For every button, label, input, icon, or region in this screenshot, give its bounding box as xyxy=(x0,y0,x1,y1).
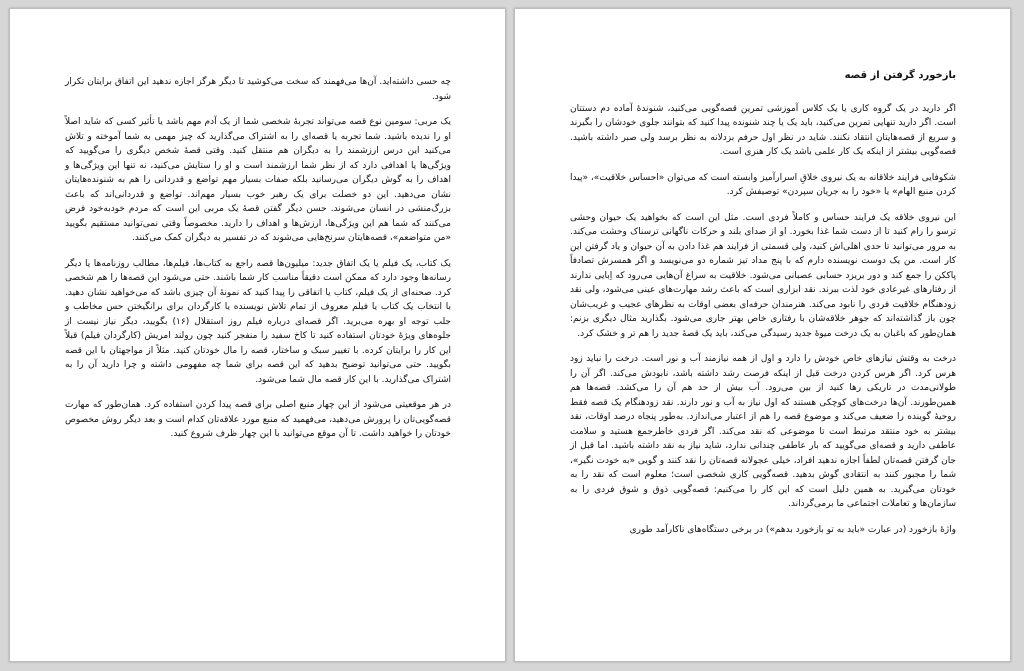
paragraph: در هر موقعیتی می‌شود از این چهار منبع اصلی برای قصه پیدا کردن استفاده کرد. همان‌طور که مهارت قصه‌گویی‌تان را پرورش می‌دهید، می‌فهمید که منبع مورد علاقه‌تان کدام است و بعد دیگر روش مخصوص خودتان را خواهید داشت. تا آن موقع می‌توانید با این چهار ظرف شروع کنید. xyxy=(65,400,451,439)
right-page-content xyxy=(570,69,956,548)
paragraph: اگر دارید در یک گروه کاری یا یک کلاس آموزشی تمرین قصه‌گویی می‌کنید، شنوندهٔ آماده دم دستتان است. اگر دارید تنهایی تمرین می‌کنید، باید یک یا چند شنونده پیدا کنید که بتوانند جلوی خودشان را بگیرند و سریع از قصه‌هایتان انتقاد نکنند. شاید در نظر اول حرفم بزدلانه به نظر برسد ولی صبر داشته باشید. قصه‌گویی بیشتر از اینکه یک کار علمی باشد یک کار هنری است. xyxy=(570,103,956,157)
paragraph: یک مربی: سومین نوع قصه می‌تواند تجربهٔ شخصی شما از یک آدم مهم باشد یا تأثیر کسی که شاید اصلاً او را ندیده باشید. شما تجربه یا قصه‌ای را به اشتراک می‌گذارید که چیز مهمی به شما آموخته و تلاش می‌کنید این درس ارزشمند را به دیگران هم منتقل کنید. وقتی قصهٔ شخص دیگری را می‌گویید که ویژگی‌ها یا اهدافی دارد که از نظر شما ارزشمند است و او را ستایش می‌کنید، نه تنها این ویژگی‌ها و اهداف را به گوش دیگران می‌رسانید بلکه صفات بسیار مهم تواضع و قدردانی را هم به شنونده‌هایتان نشان می‌دهید. این دو خصلت برای یک رهبر خوب بسیار مهم‌اند. تواضع و قدردانی‌اند که باعث بزرگ‌منشی در انسان می‌شوند. حسن دیگر گفتن قصهٔ یک مربی این است که مردم خودبه‌خود فرض می‌کنند که شما هم این ویژگی‌ها، ارزش‌ها و اهداف را دارید. مخصوصاً وقتی نمی‌توانید مستقیم بگویید «من متواضعم»، قصه‌هایتان سرنخ‌هایی می‌شوند که در تفسیر به دیگران کمک می‌کنند. xyxy=(65,117,451,243)
page-left xyxy=(9,8,506,662)
section-title: بازخورد گرفتن از قصه xyxy=(844,70,956,81)
paragraph: این نیروی خلاقه یک فرایند حساس و کاملاً فردی است. مثل این است که بخواهید یک حیوان وحشی ترسو را رام کنید تا از دست شما غذا بخورد. او از صدای بلند و حرکات ناگهانی ترسناک وحشت می‌کند. به مرور می‌توانید تا حدی اهلی‌اش کنید، ولی قسمتی از فرایند هم غذا دادن به آن حیوان و یاد گرفتن این کار است. من یک دوست نویسنده دارم که با پنج مداد تیز شماره دو می‌نویسد و اگر همسرش تصادفاً پاککن را جمع کند و دور بریزد حسابی عصبانی می‌شود. خلاقیت به سراغ آن‌هایی می‌رود که اِبایی ندارند از رفتارهای غیرعادی خود لذت ببرند. نقد ابزاری است که باعث رشد مهارت‌های عینی می‌شود، ولی نقد زودهنگام خلاقیت فردی را نابود می‌کند. هنرمندان حرفه‌ای بعضی اوقات به نظرهای عجیب و غریب‌شان چون باز گذاشته‌اند که جوهر خلاقه‌شان با رفتاری خاص بهتر جاری می‌شود. بگذارید مثال دیگری بزنم: همان‌طور که باغبان به یک درخت میوهٔ جدید رسیدگی می‌کند، باید یک قصهٔ جدید را هم تر و خشک کرد. xyxy=(570,212,956,339)
paragraph: شکوفایی فرایند خلاقانه به یک نیروی خلاقِ اسرارآمیز وابسته است که می‌توان «احساس خلاقیت»، «پیدا کردن منبع الهام» یا «خود را به جریان سپردن» توصیفش کرد. xyxy=(570,172,956,197)
page-right xyxy=(514,8,1011,662)
paragraph: یک کتاب، یک فیلم یا یک اتفاق جدید: میلیون‌ها قصه راجع به کتاب‌ها، فیلم‌ها، مطالب روزنامه‌ها یا دیگر رسانه‌ها وجود دارد که ممکن است دقیقاً مناسب کار شما باشند. حتی می‌شود این قصه‌ها را هم شخصی کرد. صحنه‌ای از یک فیلم، کتاب یا اتفاقی را پیدا کنید که نمونهٔ آن چیزی باشد که می‌خواهید نشان دهید. با انتخاب یک کتاب یا فیلم معروف از تمام تلاش نویسنده یا کارگردان برای برانگیختن حس مخاطب و جلب توجه او بهره می‌برید. اگر قصه‌ای درباره فیلم روز استقلال (۱۶) بگویید، دیگر نیاز نیست از جلوه‌های ویژهٔ خودتان استفاده کنید تا کاخ سفید را منفجر کنید چون رولند امریش (کارگردان فیلم) قبلاً این کار را برایتان کرده. با تغییر سبک و ساختار، قصه را مال خودتان کنید. مثلاً از مواجهتان با این قصه بگویید. حتی می‌توانید توضیح بدهید که این قصه برای شما چه مفهومی داشته و چرا دارید آن را به اشتراک می‌گذارید. با این کار قصه مال شما می‌شود. xyxy=(65,258,451,385)
paragraph: درخت به وقتش نیازهای خاص خودش را دارد و اول از همه نیازمند آب و نور است. درخت را نباید زود هرس کرد. اگر هرس کردن درخت قبل از اینکه فرصت رشد داشته باشد، نابودش می‌کند. اگر آن را طولانی‌مدت در تاریکی رها کنید از بین می‌رود. آب بیش از حد هم آن را می‌کشد. قصه‌ها هم همین‌طورند. آن‌ها درخت‌های کوچکی هستند که اول نیاز به آب و نور دارند. نقد زودهنگام یک قصه فقط روحیهٔ گوینده را ضعیف می‌کند و موضوع قصه را هم از اعتبار می‌اندازد. به‌طور پنجاه درصد اوقات، نقد بیشتر به خود منتقد مرتبط است تا موضوعی که نقد می‌کند. اگر فردی خاطرجمع هستید و سلامت عاطفی دارید و قصه‌ای می‌گویید که بار عاطفی چندانی ندارد، شاید نیاز به نقد داشته باشید. اما قبل از جان گرفتن قصه‌تان لطفاً اجازه ندهید افراد، خیلی عجولانه قصه‌تان را نقد کنند و گویی «به خودت نگیر»، شما را مجبور کنند به انتقادی گوش بدهید. قصه‌گویی کاری شخصی است؛ معلوم است که نقد را به خودتان می‌گیرید. به همین دلیل است که این کار را می‌کنیم: قصه‌گویی ذوق و شوق فردی را به سازمان‌ها و تعاملات اجتماعی ما برمی‌گرداند. xyxy=(570,354,956,509)
left-page-content xyxy=(65,75,451,453)
paragraph: واژهٔ بازخورد (در عبارت «باید به تو بازخورد بدهم») در برخی دستگاه‌های ناکارآمد طوری xyxy=(629,524,956,535)
paragraph: چه حسی داشته‌اید. آن‌ها می‌فهمند که سخت می‌کوشید تا دیگر هرگز اجازه ندهید این اتفاق برایتان تکرار شود. xyxy=(65,77,451,102)
